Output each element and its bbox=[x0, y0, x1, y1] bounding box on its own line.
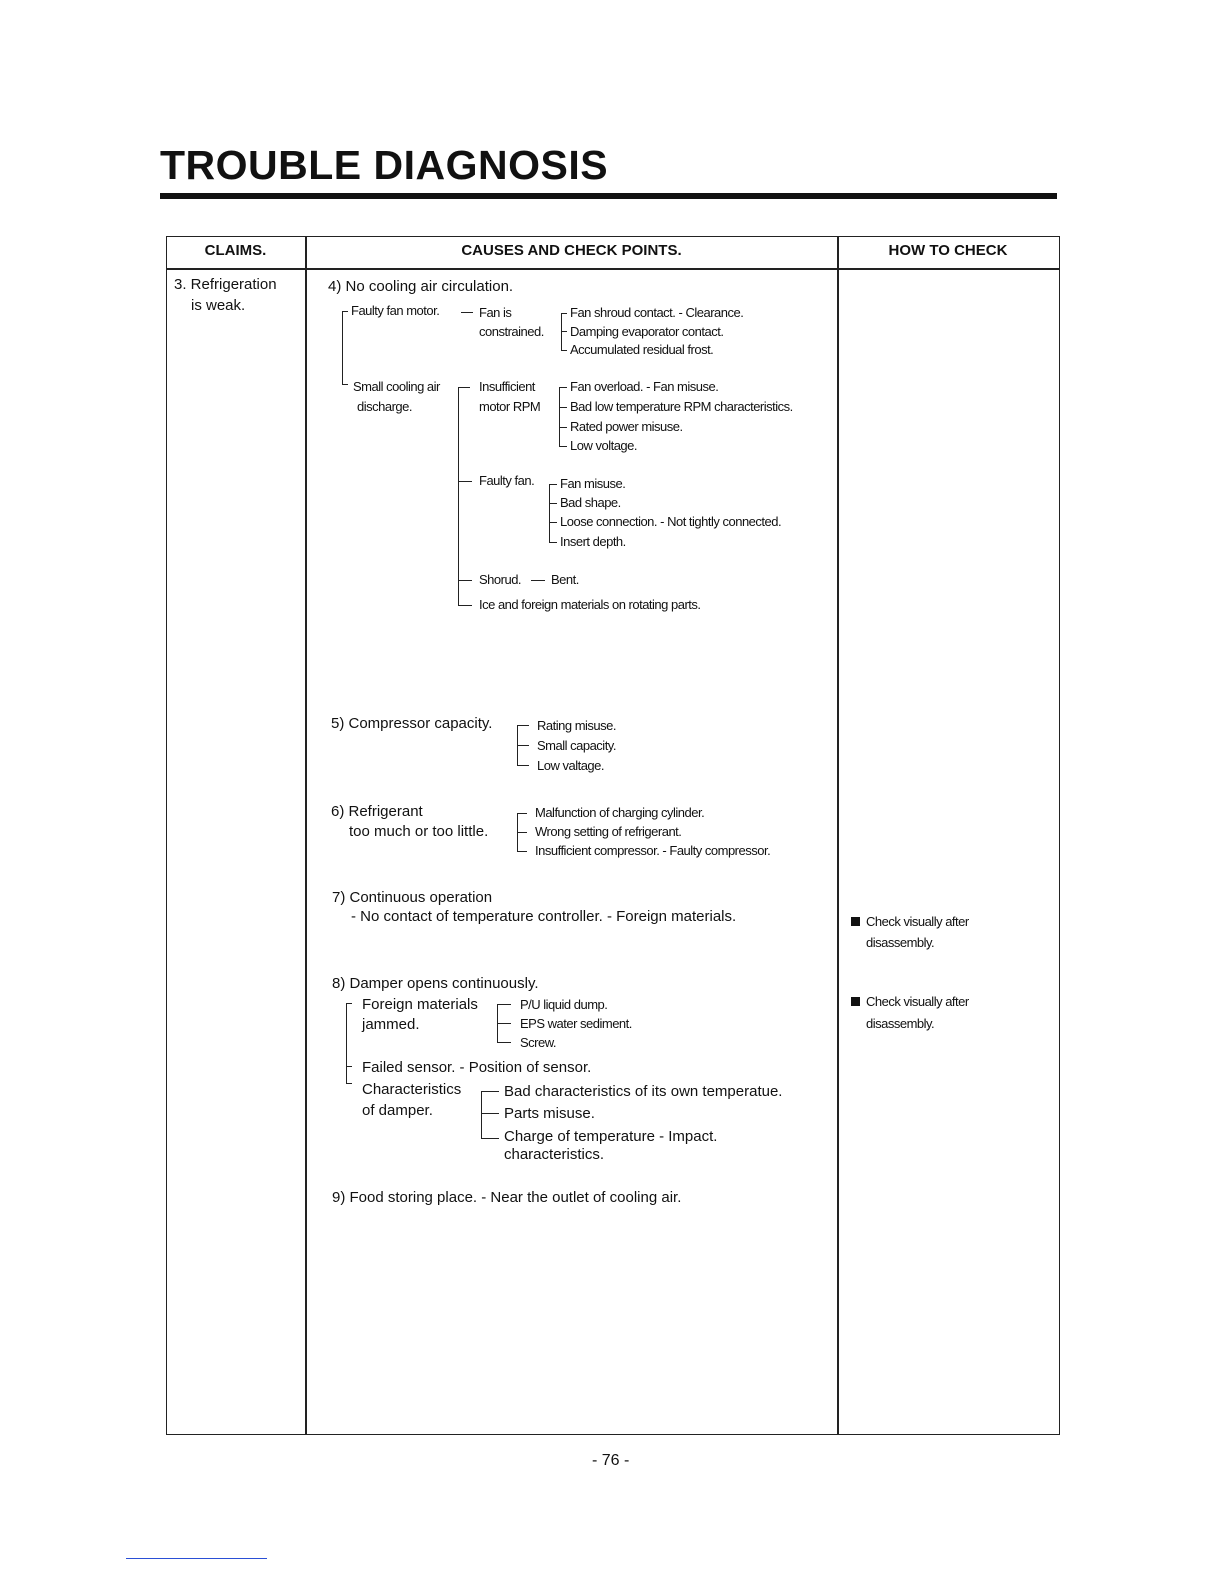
sec6-i1: Malfunction of charging cylinder. bbox=[535, 805, 705, 820]
sec8-how-1: Check visually after bbox=[851, 994, 969, 1009]
claim-line-1: 3. Refrigeration bbox=[174, 276, 277, 293]
sec4-f1: Fan misuse. bbox=[560, 476, 626, 491]
sec4-c3: Accumulated residual frost. bbox=[570, 342, 714, 357]
sec4-f2: Bad shape. bbox=[560, 495, 621, 510]
header-claims: CLAIMS. bbox=[204, 242, 267, 259]
sec4-c1: Fan shroud contact. - Clearance. bbox=[570, 305, 744, 320]
sec8-j1: P/U liquid dump. bbox=[520, 997, 608, 1012]
column-divider-1 bbox=[305, 236, 307, 1434]
sec4-constrained: constrained. bbox=[479, 324, 544, 339]
header-divider bbox=[166, 268, 1059, 270]
sec7-how-1: Check visually after bbox=[851, 914, 969, 929]
sec8-title: 8) Damper opens continuously. bbox=[332, 975, 539, 992]
sec9-title: 9) Food storing place. - Near the outlet of cooling air. bbox=[332, 1189, 682, 1206]
sec4-bent: Bent. bbox=[551, 572, 579, 587]
sec4-f4: Insert depth. bbox=[560, 534, 626, 549]
sec6-i3: Insufficient compressor. - Faulty compressor. bbox=[535, 843, 771, 858]
sec4-fan-is: Fan is bbox=[479, 305, 512, 320]
sec8-d2: Parts misuse. bbox=[504, 1105, 595, 1122]
sec4-insufficient: Insufficient bbox=[479, 379, 535, 394]
sec4-title: 4) No cooling air circulation. bbox=[328, 278, 514, 295]
sec8-d1: Bad characteristics of its own temperatue. bbox=[504, 1083, 783, 1100]
sec6-title-1: 6) Refrigerant bbox=[331, 803, 423, 820]
bullet-square-icon bbox=[851, 917, 860, 926]
column-divider-2 bbox=[837, 236, 839, 1434]
sec8-how-2: disassembly. bbox=[866, 1016, 935, 1031]
sec6-title-2: too much or too little. bbox=[349, 823, 489, 840]
title-rule bbox=[160, 193, 1057, 199]
bottom-underline bbox=[126, 1558, 267, 1559]
bullet-square-icon bbox=[851, 997, 860, 1006]
sec8-j3: Screw. bbox=[520, 1035, 557, 1050]
page-number: - 76 - bbox=[592, 1452, 630, 1469]
page-title: TROUBLE DIAGNOSIS bbox=[160, 142, 609, 188]
sec4-r4: Low voltage. bbox=[570, 438, 637, 453]
sec5-i3: Low valtage. bbox=[537, 758, 604, 773]
sec8-failed-sensor: Failed sensor. - Position of sensor. bbox=[362, 1059, 592, 1076]
sec7-line: - No contact of temperature controller. - Foreign materials. bbox=[351, 908, 737, 925]
sec4-small-air-2: discharge. bbox=[357, 399, 412, 414]
sec4-c2: Damping evaporator contact. bbox=[570, 324, 724, 339]
sec4-faulty-fan: Faulty fan. bbox=[479, 473, 535, 488]
sec4-motor-rpm: motor RPM bbox=[479, 399, 541, 414]
sec8-d4: characteristics. bbox=[504, 1146, 605, 1163]
sec4-f3: Loose connection. - Not tightly connected. bbox=[560, 514, 782, 529]
sec6-i2: Wrong setting of refrigerant. bbox=[535, 824, 682, 839]
sec8-d3: Charge of temperature - Impact. bbox=[504, 1128, 718, 1145]
sec4-r1: Fan overload. - Fan misuse. bbox=[570, 379, 719, 394]
sec4-r3: Rated power misuse. bbox=[570, 419, 683, 434]
sec4-faulty-fan-motor: Faulty fan motor. bbox=[351, 303, 440, 318]
sec4-ice: Ice and foreign materials on rotating parts. bbox=[479, 597, 701, 612]
sec4-small-air-1: Small cooling air bbox=[353, 379, 440, 394]
sec8-foreign-2: jammed. bbox=[362, 1016, 420, 1033]
sec4-shroud: Shorud. bbox=[479, 572, 522, 587]
sec5-i2: Small capacity. bbox=[537, 738, 616, 753]
sec5-i1: Rating misuse. bbox=[537, 718, 616, 733]
header-causes: CAUSES AND CHECK POINTS. bbox=[461, 242, 682, 259]
sec7-how-2: disassembly. bbox=[866, 935, 935, 950]
sec5-title: 5) Compressor capacity. bbox=[331, 715, 493, 732]
header-how-to-check: HOW TO CHECK bbox=[888, 242, 1008, 259]
sec4-bracket bbox=[342, 311, 343, 384]
sec8-j2: EPS water sediment. bbox=[520, 1016, 632, 1031]
sec8-char-1: Characteristics bbox=[362, 1081, 462, 1098]
sec4-r2: Bad low temperature RPM characteristics. bbox=[570, 399, 793, 414]
sec8-foreign-1: Foreign materials bbox=[362, 996, 478, 1013]
sec8-char-2: of damper. bbox=[362, 1102, 433, 1119]
claim-line-2: is weak. bbox=[191, 297, 246, 314]
sec7-title: 7) Continuous operation bbox=[332, 889, 493, 906]
